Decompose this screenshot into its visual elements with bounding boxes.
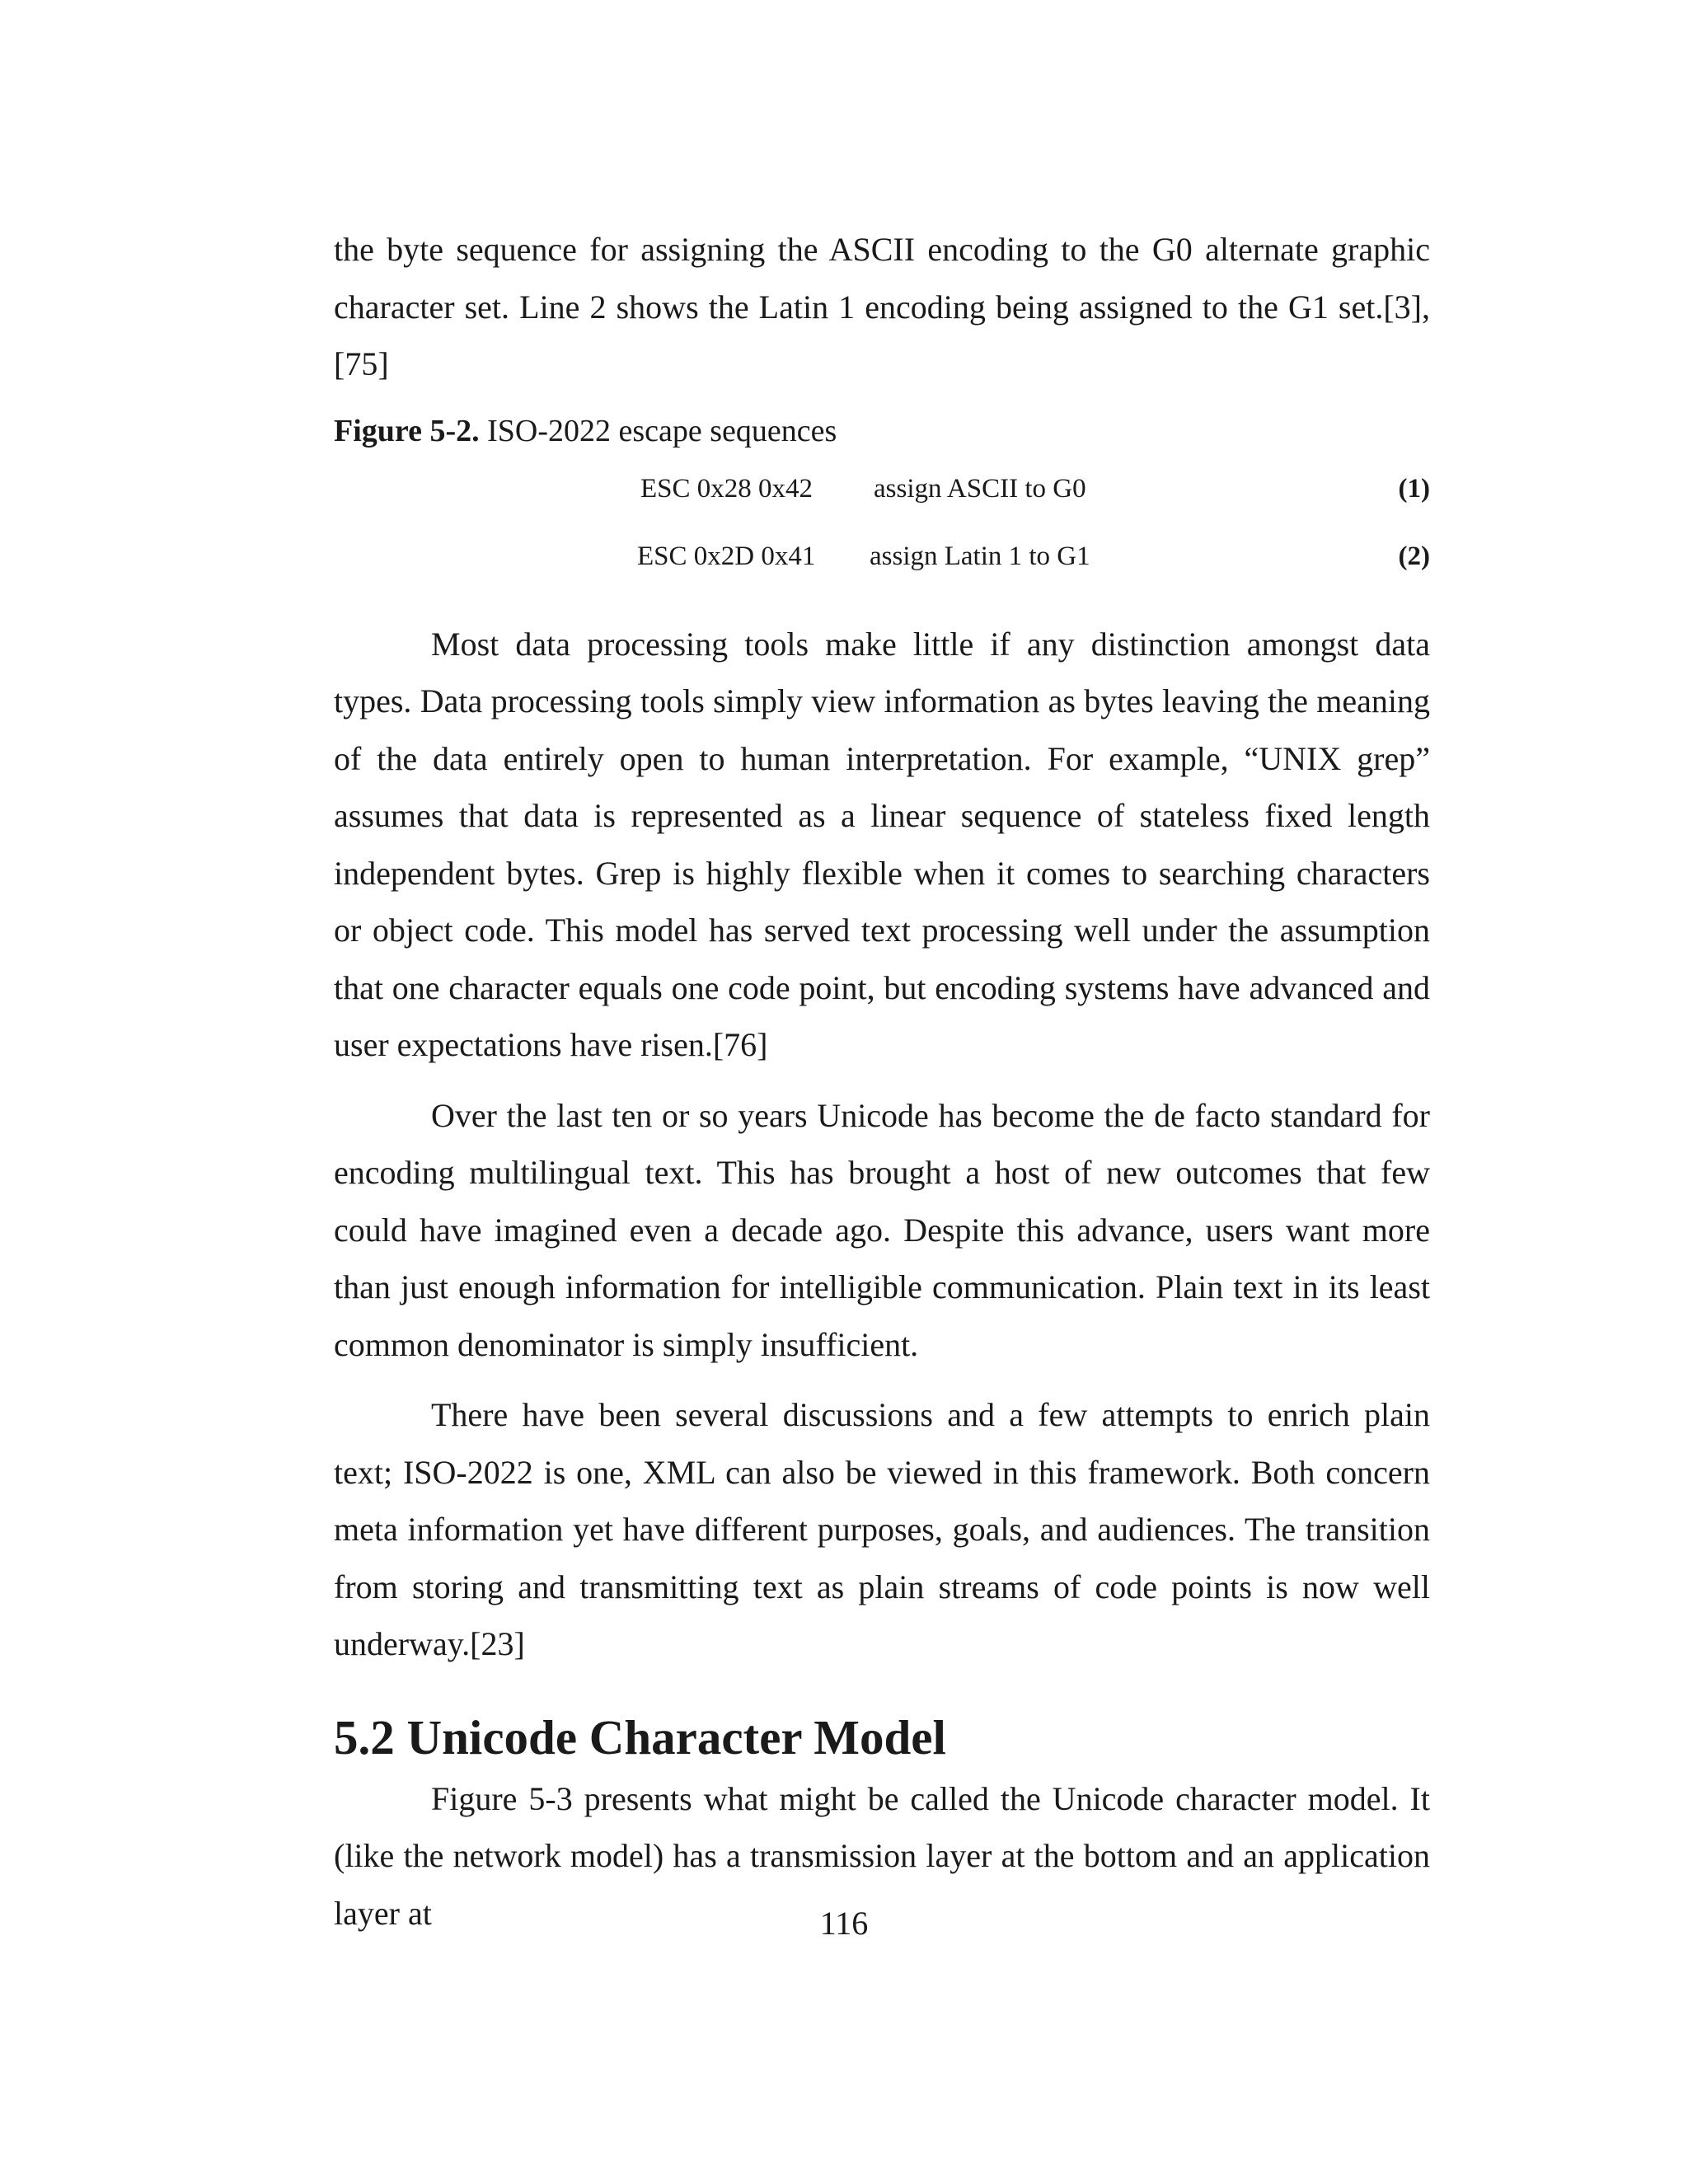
escape-description: assign ASCII to G0 (874, 473, 1086, 504)
page-number: 116 (819, 1905, 869, 1942)
escape-sequence-row (334, 459, 1430, 527)
escape-sequence-row (334, 527, 1430, 594)
figure-label: Figure 5-2. (334, 413, 480, 448)
equation-number: (1) (1398, 473, 1430, 504)
figure-caption (334, 408, 1430, 454)
paragraph-data-processing: Most data processing tools make little if any distinction amongst data types. Data processing tools simply view information as bytes leaving the meaning of the data entirely open to human interpretation. For example, “UNIX grep” assumes that data is represented as a linear sequence of stateless fixed length independent bytes. Grep is highly flexible when it comes to searching characters or object code. This model has served text processing well under the assumption that one character equals one code point, but encoding systems have advanced and user expectations have risen.[76] (334, 625, 1430, 1063)
escape-code: ESC 0x28 0x42 (640, 473, 814, 504)
paragraph-unicode-standard: Over the last ten or so years Unicode has become the de facto standard for encoding multilingual text. This has brought a host of new outcomes that few could have imagined even a decade ago. Despite this advance, users want more than just enough information for intelligible communication. Plain text in its least common denominator is simply insufficient. (334, 1096, 1430, 1363)
escape-description: assign Latin 1 to G1 (870, 541, 1090, 571)
paragraph-enrich-plain-text: There have been several discussions and a few attempts to enrich plain text; ISO-2022 is one, XML can also be viewed in this framework. Both concern meta information yet have different purposes, goals, and audiences. The transition from storing and transmitting text as plain streams of code points is now well underway.[23] (334, 1396, 1430, 1662)
escape-sequence-table (334, 459, 1430, 594)
paragraph-character-model: Figure 5-3 presents what might be called the Unicode character model. It (like the network model) has a transmission layer at the bottom and an application layer at (334, 1779, 1430, 1932)
escape-code: ESC 0x2D 0x41 (637, 541, 816, 571)
page-body (334, 221, 1430, 1942)
paragraph-intro: the byte sequence for assigning the ASCII encoding to the G0 alternate graphic character set. Line 2 shows the Latin 1 encoding being assigned to the G1 set.[3],[75] (334, 231, 1430, 382)
section-heading: 5.2 Unicode Character Model (334, 1709, 946, 1765)
figure-caption-text: ISO-2022 escape sequences (487, 413, 837, 448)
equation-number: (2) (1398, 541, 1430, 571)
